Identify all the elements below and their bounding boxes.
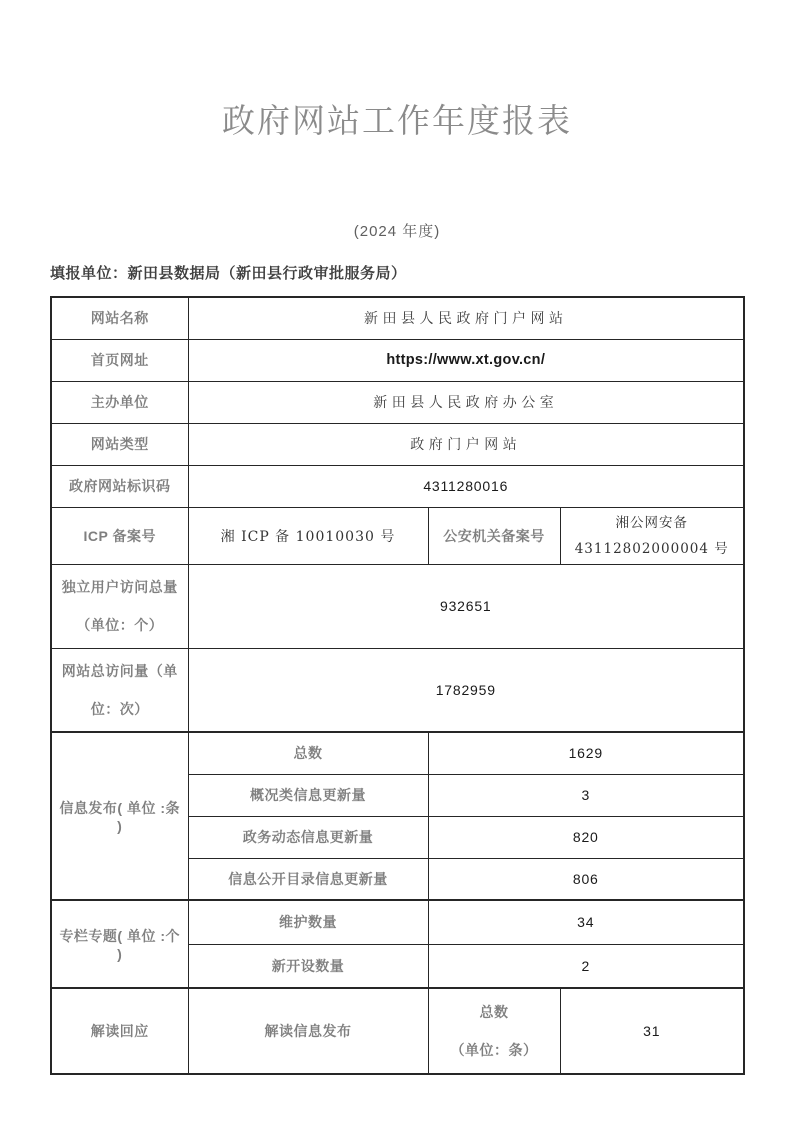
total-visits-label xyxy=(51,648,188,732)
interpret-publish-label: 解读信息发布 xyxy=(188,988,428,1074)
website-name-label: 网站名称 xyxy=(51,297,188,339)
info-publish-overview-value: 3 xyxy=(428,774,744,816)
info-publish-section-label: 信息发布( 单位 :条 ) xyxy=(51,732,188,900)
unique-visitors-value: 932651 xyxy=(188,564,744,648)
row-website-name xyxy=(51,297,744,339)
security-record-label: 公安机关备案号 xyxy=(428,507,560,564)
info-publish-directory-value: 806 xyxy=(428,858,744,900)
unique-visitors-label-line1: 独立用户访问总量 xyxy=(61,579,178,596)
interpret-total-label-line2: （单位：条） xyxy=(450,1042,538,1059)
row-total-visits xyxy=(51,648,744,732)
row-special-maintained xyxy=(51,900,744,944)
row-icp-record xyxy=(51,507,744,564)
host-unit-value: 新田县人民政府办公室 xyxy=(188,381,744,423)
security-record-value xyxy=(560,507,744,564)
special-new-value: 2 xyxy=(428,944,744,988)
report-unit-line: 填报单位：新田县数据局（新田县行政审批服务局） xyxy=(50,265,407,283)
website-name-value: 新田县人民政府门户网站 xyxy=(188,297,744,339)
special-maintained-value: 34 xyxy=(428,900,744,944)
interpret-total-label-line1: 总数 xyxy=(479,1004,509,1021)
annual-report-table xyxy=(50,296,745,1075)
page-title: 政府网站工作年度报表 xyxy=(222,102,572,139)
row-site-id-code xyxy=(51,465,744,507)
homepage-url-value: https://www.xt.gov.cn/ xyxy=(188,339,744,381)
total-visits-value: 1782959 xyxy=(188,648,744,732)
report-year: (2024 年度) xyxy=(353,223,441,241)
total-visits-label-line1: 网站总访问量（单 xyxy=(61,662,178,679)
website-type-value: 政府门户网站 xyxy=(188,423,744,465)
website-type-label: 网站类型 xyxy=(51,423,188,465)
interpret-total-label xyxy=(428,988,560,1074)
unique-visitors-label-line2: （单位：个） xyxy=(76,617,164,634)
security-record-value-line1: 湘公网安备 xyxy=(615,514,688,531)
info-publish-total-value: 1629 xyxy=(428,732,744,774)
row-unique-visitors xyxy=(51,564,744,648)
info-publish-total-label: 总数 xyxy=(188,732,428,774)
special-maintained-label: 维护数量 xyxy=(188,900,428,944)
security-record-value-line2: 43112802000004 号 xyxy=(574,540,729,557)
row-info-publish-total xyxy=(51,732,744,774)
row-interpret-response xyxy=(51,988,744,1074)
unique-visitors-label xyxy=(51,564,188,648)
info-publish-dynamics-value: 820 xyxy=(428,816,744,858)
special-topics-section-label: 专栏专题( 单位 :个 ) xyxy=(51,900,188,988)
total-visits-label-line2: 位：次） xyxy=(90,700,149,717)
row-homepage-url xyxy=(51,339,744,381)
homepage-url-label: 首页网址 xyxy=(51,339,188,381)
info-publish-dynamics-label: 政务动态信息更新量 xyxy=(188,816,428,858)
site-id-code-label: 政府网站标识码 xyxy=(51,465,188,507)
icp-record-label: ICP 备案号 xyxy=(51,507,188,564)
interpret-total-value: 31 xyxy=(560,988,744,1074)
info-publish-directory-label: 信息公开目录信息更新量 xyxy=(188,858,428,900)
host-unit-label: 主办单位 xyxy=(51,381,188,423)
row-host-unit xyxy=(51,381,744,423)
interpret-response-label: 解读回应 xyxy=(51,988,188,1074)
info-publish-overview-label: 概况类信息更新量 xyxy=(188,774,428,816)
icp-record-value: 湘 ICP 备 10010030 号 xyxy=(188,507,428,564)
row-website-type xyxy=(51,423,744,465)
site-id-code-value: 4311280016 xyxy=(188,465,744,507)
special-new-label: 新开设数量 xyxy=(188,944,428,988)
